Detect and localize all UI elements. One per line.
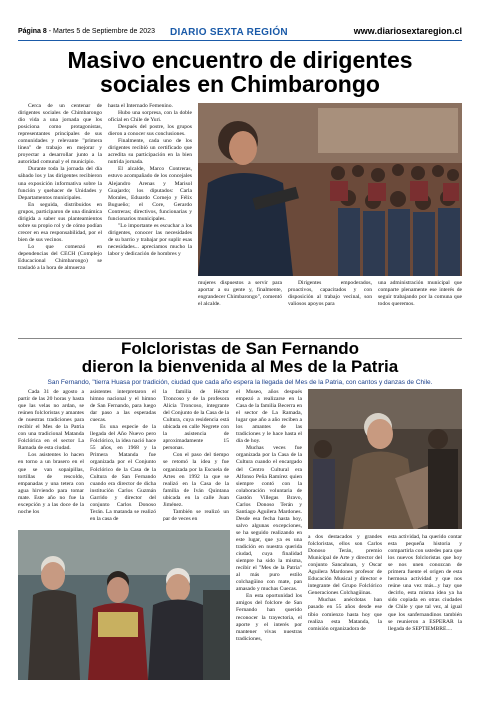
newspaper-name: DIARIO SEXTA REGIÓN (170, 27, 288, 38)
paragraph: En seguida, distribuidos en grupos, participaron de una dinámica dirigida a saber sus planteamientos sobre su propio rol y de cómo podían crecer en esa responsabilidad, por el bien de sus vecinos. (18, 201, 102, 243)
article2-title-line1: Folcloristas de San Fernando (120, 339, 360, 358)
meeting-photo (198, 103, 462, 276)
paragraph: Con el paso del tiempo se retomó la idea y fue organizada por la Escuela de Artes en 1992 la que se realizó en la Casa de la familia de Iván Quintana ubicada en la calle Juan Jiménez. (163, 452, 229, 508)
paragraph: El alcalde, Marco Contreras, estuvo acompañado de los concejales Alejandro Arenas y Marisol Guajardo; los diputados: Carla Morales, Eduardo Cornejo y Félix Bugueño; el Core, Gerardo Contreras; directivos, funcionarias y funcionarios municipales. (108, 166, 192, 222)
paragraph: Los asistentes lo hacen en torno a un brasero en el que se van sopaipillas, tortillas de rescoldo, empanadas y una tetera con agua hirviendo para tomar mate. Este año no fue la excepción y a las doce de la noche los (18, 452, 84, 515)
paragraph: En esta oportunidad los amigos del folclore de San Fernando han querido reconocer la trayectoria, el aporte y el interés por mantener vivas nuestras tradiciones, (236, 593, 302, 642)
edition-date: - Martes 5 de Septiembre de 2023 (46, 28, 155, 35)
paragraph: También se realizó un par de veces en (163, 508, 229, 522)
article2-column-3 (163, 389, 229, 526)
article1-column-4 (288, 280, 372, 308)
paragraph: Lo que comenzó en dependencias del CECH (Complejo Educacional Chimbarongo) se trasladó a la hora de almuerzo (18, 243, 102, 272)
paragraph: el Museo, años después empezó a realizarse en la Casa de la familia Becerra en el sector de La Ramada, lugar que año a año reciben a los amantes de las tradiciones y le hace hasta el día de hoy. (236, 389, 302, 445)
page-info (18, 28, 155, 35)
group-photo (18, 530, 230, 680)
paragraph: hasta el Internado Femenino. (108, 103, 173, 109)
website-link[interactable]: www.diariosextaregion.cl (353, 26, 462, 36)
paragraph: Finalmente, cada uno de los dirigentes recibió un certificado que acredita su participación en la bien nutrida jornada. (108, 138, 192, 166)
article1-column-3 (198, 280, 282, 308)
article2-title-line2: dieron la bienvenida al Mes de la Patria (81, 356, 399, 376)
article2-subtitle: San Fernando, "tierra Huasa por tradición, ciudad que cada año espera la llegada del Mes de la Patria, con cantos y danzas de Chile. (47, 379, 433, 386)
article2-title (18, 340, 462, 376)
paragraph: Hubo una sorpresa, con la doble oficial en Chile de Yuri. (108, 110, 192, 124)
article2-column-1 (18, 389, 84, 526)
article2-column-5 (308, 534, 382, 679)
article1-column-1 (18, 103, 102, 341)
paragraph: la familia de Héctor Troncoso y de la profesora Alicia Troncoso, integrante del Conjunto de la Casa de la Cultura, cuya residencia está ubicada en calle Negrete con la asistencia de aproximadamente 15 personas. (163, 389, 229, 452)
header-divider (18, 40, 462, 41)
paragraph: asistentes interpretaron el himno nacional y el himno de San Fernando, para luego dar paso a las esperadas cuecas. (90, 389, 156, 424)
paragraph: esta actividad, ha querido contar esta pequeña historia y compartirla con ustedes para que los nuevos folcloristas que hoy se nos unen conozcan de primera fuente el origen de esta hermosa actividad y que nos reúne una vez más...y hay que decirlo, esta misma idea ya ha sido copiada en otras ciudades de Chile y que tal vez, al igual que los sanfernandinos también se reunieron a ESPERAR la llegada de SEPTIEMBRE.... (388, 534, 462, 632)
article1-column-2 (108, 103, 192, 341)
paragraph: mujeres dispuestos a servir para aportar a su gente y, finalmente, engrandecer Chimbarongo", comentó el alcalde. (198, 280, 282, 308)
article1-column-5 (378, 280, 462, 308)
page-number: Página 8 (18, 28, 47, 35)
article2-column-2 (90, 389, 156, 526)
article1-title (18, 48, 462, 96)
paragraph: Dirigentes empoderados, proactivos, capacitados y con disposición al trabajo vecinal, son valiosos apoyos para (288, 280, 372, 308)
paragraph: Durante toda la jornada del día sábado los y las dirigentes recibieron una exposición informativa sobre la función y quehacer de Unidades y Departamentos municipales. (18, 166, 102, 201)
paragraph: a dos destacados y grandes folcloristas, ellos son Carlos Donoso Terán, premio Municipal de Arte y director del conjunto Sancahuan, y Oscar Aguilera Mardones profesor de Educación Musical y director e integrante del Grupo Folclórico Generaciones Colchagüinas. (308, 534, 382, 597)
paragraph: "Lo importante es escuchar a los dirigentes, conocer las necesidades de su barrio y trabajar por suplir esas necesidades... apreciamos mucho la labor y dedicación de hombres y (108, 222, 192, 257)
paragraph: Es una especie de la llegada del Año Nuevo pero Folclórico, la idea nació hace 55 años, en 1968 y la Primera Matanda fue organizada por el Conjunto Folclórico de la Casa de la Cultura de San Fernando cuando era director de dicha institución Carlos Guzmán Garrido y director del conjunto Carlos Donoso Terán. La matanda se realizó en la casa de (90, 424, 156, 522)
article2-column-6 (388, 534, 462, 679)
article1-title-line1: Masivo encuentro de dirigentes (67, 47, 413, 73)
paragraph: una administración municipal que comparte plenamente ese interés de seguir trabajando por la comuna que todos queremos. (378, 280, 462, 308)
folklorist-photo (308, 389, 462, 529)
paragraph: Cada 31 de agosto a partir de las 20 horas y hasta que las velas no ardan, se reúnen folcloristas y amantes de nuestras tradiciones para recibir el Mes de la Patria con una tradicional Matanda Folclórica en el sector La Ramada de esta ciudad. (18, 389, 84, 452)
article1-title-line2: sociales en Chimbarongo (100, 71, 380, 98)
paragraph: Cerca de un centenar de dirigentes sociales de Chimbarongo dio vida a una jornada que los posiciona como protagonistas, representantes principales de sus comunidades y relevante "primera línea" de trabajo en mejorar y proyectar a desarrollar junto a la autoridad comunal y el municipio. (18, 103, 102, 166)
paragraph: Muchas anécdotas han pasado en 55 años desde ese tibio comienzo hasta hoy que realiza esta Matanda, la comisión organizadora de (308, 597, 382, 632)
article2-column-4 (236, 389, 302, 679)
paragraph: Después del postre, los grupos dieron a conocer sus conclusiones. (108, 124, 192, 138)
paragraph: Muchas veces fue organizada por la Casa de la Cultura cuando el encargado del Centro Cultural era Alfonso Peña Ramírez quien siempre contó con la colaboración voluntaria de Gastón Villegas Bravo, Carlos Donoso Terán y Santiago Aguilera Mardones. Desde esa fecha hasta hoy, salvo algunas excepciones, se ha seguido realizando en este lugar, que ya es una tradición en nuestra querida ciudad, cuya finalidad siempre ha sido la misma, recibir el "Mes de la Patria" al más puro estilo colchagüino con mate, pan amasado y muchas Cuecas. (236, 445, 302, 593)
